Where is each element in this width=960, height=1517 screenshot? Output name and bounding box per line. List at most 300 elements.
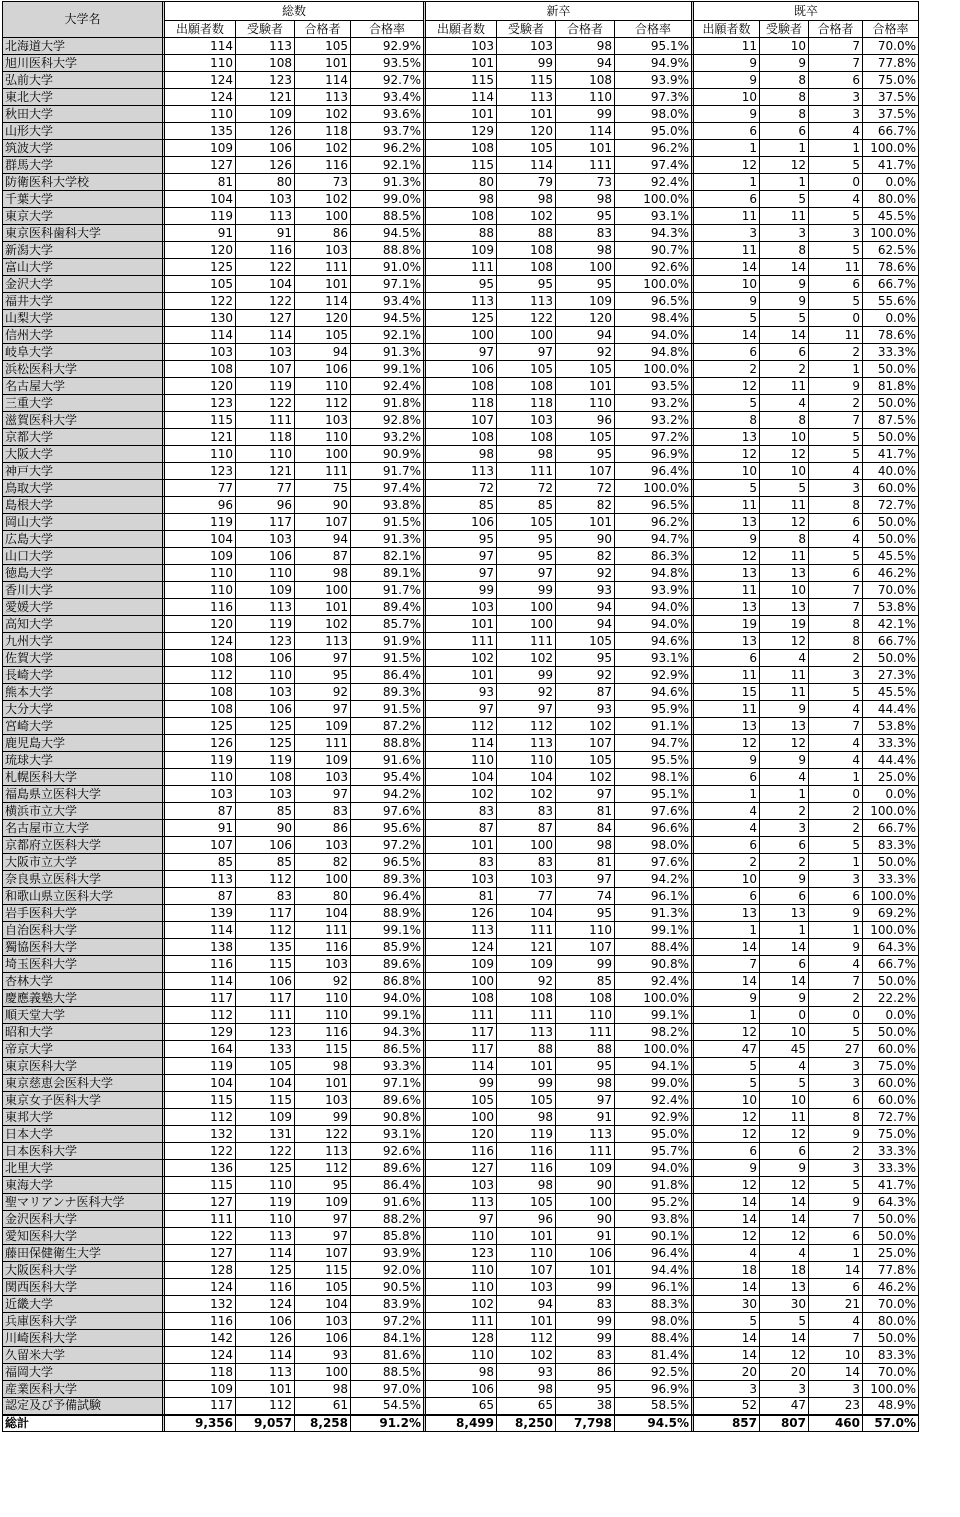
cell-pass-rate: 97.2% bbox=[351, 837, 424, 854]
cell-examinees: 12 bbox=[760, 1228, 809, 1245]
cell-examinees: 108 bbox=[236, 769, 295, 786]
cell-pass-rate: 96.9% bbox=[615, 1381, 692, 1398]
cell-passed: 107 bbox=[295, 514, 351, 531]
cell-pass-rate: 70.0% bbox=[863, 38, 919, 55]
cell-pass-rate: 94.3% bbox=[351, 1024, 424, 1041]
university-name: 山形大学 bbox=[3, 123, 163, 140]
cell-applicants: 108 bbox=[165, 684, 236, 701]
cell-passed: 83 bbox=[295, 803, 351, 820]
cell-applicants: 102 bbox=[426, 650, 497, 667]
table-row bbox=[3, 667, 919, 684]
table-row bbox=[3, 429, 919, 446]
cell-examinees: 122 bbox=[236, 395, 295, 412]
cell-examinees: 5 bbox=[760, 310, 809, 327]
cell-passed: 105 bbox=[556, 752, 615, 769]
cell-applicants: 14 bbox=[694, 1279, 760, 1296]
cell-examinees: 102 bbox=[497, 786, 556, 803]
cell-applicants: 118 bbox=[165, 1364, 236, 1381]
column-header-pass-rate: 合格率 bbox=[351, 21, 424, 38]
cell-pass-rate: 91.0% bbox=[351, 259, 424, 276]
cell-pass-rate: 55.6% bbox=[863, 293, 919, 310]
cell-applicants: 104 bbox=[165, 191, 236, 208]
cell-applicants: 99 bbox=[426, 582, 497, 599]
cell-examinees: 112 bbox=[497, 718, 556, 735]
cell-applicants: 107 bbox=[426, 412, 497, 429]
cell-pass-rate: 96.4% bbox=[615, 1245, 692, 1262]
cell-pass-rate: 86.5% bbox=[351, 1041, 424, 1058]
cell-pass-rate: 99.0% bbox=[351, 191, 424, 208]
cell-applicants: 109 bbox=[426, 956, 497, 973]
university-name: 名古屋市立大学 bbox=[3, 820, 163, 837]
column-header-pass-rate: 合格率 bbox=[615, 21, 692, 38]
cell-examinees: 98 bbox=[497, 1109, 556, 1126]
cell-examinees: 125 bbox=[236, 1160, 295, 1177]
cell-passed: 90 bbox=[556, 531, 615, 548]
cell-applicants: 9 bbox=[694, 55, 760, 72]
cell-applicants: 110 bbox=[165, 582, 236, 599]
cell-examinees: 106 bbox=[236, 837, 295, 854]
cell-passed: 4 bbox=[809, 463, 863, 480]
cell-examinees: 106 bbox=[236, 701, 295, 718]
cell-pass-rate: 91.5% bbox=[351, 514, 424, 531]
table-row bbox=[3, 1007, 919, 1024]
university-name: 岡山大学 bbox=[3, 514, 163, 531]
cell-examinees: 12 bbox=[760, 514, 809, 531]
cell-applicants: 108 bbox=[165, 650, 236, 667]
cell-pass-rate: 81.4% bbox=[615, 1347, 692, 1364]
cell-applicants: 80 bbox=[426, 174, 497, 191]
cell-examinees: 101 bbox=[497, 1058, 556, 1075]
table-row bbox=[3, 480, 919, 497]
cell-applicants: 110 bbox=[426, 752, 497, 769]
cell-applicants: 108 bbox=[426, 208, 497, 225]
cell-applicants: 115 bbox=[426, 72, 497, 89]
university-name-header: 大学名 bbox=[3, 2, 163, 38]
cell-examinees: 10 bbox=[760, 1092, 809, 1109]
cell-passed: 87 bbox=[556, 684, 615, 701]
cell-passed: 103 bbox=[295, 412, 351, 429]
cell-examinees: 113 bbox=[497, 1024, 556, 1041]
cell-examinees: 110 bbox=[236, 667, 295, 684]
cell-pass-rate: 89.6% bbox=[351, 956, 424, 973]
cell-applicants: 111 bbox=[426, 633, 497, 650]
cell-applicants: 13 bbox=[694, 633, 760, 650]
cell-passed: 92 bbox=[295, 684, 351, 701]
cell-pass-rate: 93.2% bbox=[615, 395, 692, 412]
cell-passed: 110 bbox=[556, 395, 615, 412]
cell-pass-rate: 97.6% bbox=[351, 803, 424, 820]
cell-examinees: 101 bbox=[497, 1228, 556, 1245]
university-name: 岐阜大学 bbox=[3, 344, 163, 361]
cell-pass-rate: 83.9% bbox=[351, 1296, 424, 1313]
cell-examinees: 103 bbox=[497, 871, 556, 888]
cell-pass-rate: 94.4% bbox=[615, 1262, 692, 1279]
cell-passed: 113 bbox=[295, 1143, 351, 1160]
cell-examinees: 114 bbox=[236, 327, 295, 344]
cell-examinees: 108 bbox=[497, 259, 556, 276]
cell-passed: 120 bbox=[295, 310, 351, 327]
university-name: 信州大学 bbox=[3, 327, 163, 344]
cell-passed: 85 bbox=[556, 973, 615, 990]
cell-pass-rate: 98.0% bbox=[615, 1313, 692, 1330]
cell-passed: 110 bbox=[295, 1007, 351, 1024]
cell-pass-rate: 100.0% bbox=[863, 922, 919, 939]
cell-passed: 98 bbox=[295, 1058, 351, 1075]
table-row bbox=[3, 1041, 919, 1058]
cell-passed: 94 bbox=[556, 616, 615, 633]
cell-passed: 105 bbox=[295, 38, 351, 55]
cell-passed: 94 bbox=[295, 531, 351, 548]
cell-pass-rate: 94.7% bbox=[615, 735, 692, 752]
table-row bbox=[3, 327, 919, 344]
cell-pass-rate: 93.1% bbox=[351, 1126, 424, 1143]
cell-applicants: 112 bbox=[165, 1007, 236, 1024]
cell-applicants: 9 bbox=[694, 293, 760, 310]
cell-applicants: 14 bbox=[694, 1330, 760, 1347]
cell-pass-rate: 60.0% bbox=[863, 1092, 919, 1109]
cell-passed: 6 bbox=[809, 1092, 863, 1109]
cell-examinees: 14 bbox=[760, 1194, 809, 1211]
cell-pass-rate: 90.9% bbox=[351, 446, 424, 463]
table-row bbox=[3, 854, 919, 871]
cell-examinees: 95 bbox=[497, 276, 556, 293]
cell-pass-rate: 88.8% bbox=[351, 735, 424, 752]
cell-pass-rate: 91.7% bbox=[351, 582, 424, 599]
cell-pass-rate: 94.0% bbox=[615, 599, 692, 616]
cell-applicants: 107 bbox=[165, 837, 236, 854]
column-header-examinees: 受験者 bbox=[497, 21, 556, 38]
cell-passed: 82 bbox=[556, 497, 615, 514]
cell-applicants: 10 bbox=[694, 871, 760, 888]
cell-examinees: 2 bbox=[760, 803, 809, 820]
cell-passed: 9 bbox=[809, 905, 863, 922]
cell-passed: 94 bbox=[556, 327, 615, 344]
cell-pass-rate: 86.4% bbox=[351, 667, 424, 684]
cell-pass-rate: 95.6% bbox=[351, 820, 424, 837]
cell-examinees: 111 bbox=[497, 633, 556, 650]
cell-passed: 2 bbox=[809, 1143, 863, 1160]
cell-passed: 84 bbox=[556, 820, 615, 837]
cell-pass-rate: 25.0% bbox=[863, 769, 919, 786]
cell-passed: 108 bbox=[556, 72, 615, 89]
cell-passed: 99 bbox=[556, 1330, 615, 1347]
cell-passed: 101 bbox=[556, 514, 615, 531]
cell-pass-rate: 97.1% bbox=[351, 1075, 424, 1092]
cell-applicants: 110 bbox=[426, 1262, 497, 1279]
cell-pass-rate: 85.8% bbox=[351, 1228, 424, 1245]
cell-pass-rate: 96.5% bbox=[351, 854, 424, 871]
cell-passed: 7 bbox=[809, 412, 863, 429]
cell-pass-rate: 50.0% bbox=[863, 1228, 919, 1245]
cell-examinees: 122 bbox=[236, 259, 295, 276]
table-row bbox=[3, 276, 919, 293]
cell-pass-rate: 96.1% bbox=[615, 888, 692, 905]
cell-examinees: 12 bbox=[760, 735, 809, 752]
cell-pass-rate: 37.5% bbox=[863, 89, 919, 106]
table-row bbox=[3, 1228, 919, 1245]
cell-applicants: 113 bbox=[426, 922, 497, 939]
cell-examinees: 110 bbox=[236, 446, 295, 463]
cell-pass-rate: 100.0% bbox=[615, 990, 692, 1007]
cell-passed: 5 bbox=[809, 446, 863, 463]
cell-applicants: 129 bbox=[165, 1024, 236, 1041]
cell-examinees: 98 bbox=[497, 1177, 556, 1194]
cell-passed: 103 bbox=[295, 242, 351, 259]
cell-applicants: 85 bbox=[165, 854, 236, 871]
cell-passed: 90 bbox=[295, 497, 351, 514]
cell-pass-rate: 88.3% bbox=[615, 1296, 692, 1313]
group-header-total: 総数 bbox=[165, 2, 424, 21]
cell-passed: 21 bbox=[809, 1296, 863, 1313]
cell-examinees: 113 bbox=[236, 1364, 295, 1381]
cell-passed: 5 bbox=[809, 548, 863, 565]
university-name: 聖マリアンナ医科大学 bbox=[3, 1194, 163, 1211]
table-row bbox=[3, 1109, 919, 1126]
cell-pass-rate: 94.5% bbox=[615, 1415, 692, 1432]
cell-examinees: 119 bbox=[236, 616, 295, 633]
cell-examinees: 103 bbox=[497, 1279, 556, 1296]
cell-examinees: 8 bbox=[760, 72, 809, 89]
cell-examinees: 12 bbox=[760, 1177, 809, 1194]
cell-passed: 95 bbox=[556, 1381, 615, 1398]
cell-pass-rate: 97.2% bbox=[351, 1313, 424, 1330]
cell-passed: 1 bbox=[809, 854, 863, 871]
cell-applicants: 115 bbox=[426, 157, 497, 174]
cell-pass-rate: 94.0% bbox=[615, 616, 692, 633]
cell-pass-rate: 80.0% bbox=[863, 1313, 919, 1330]
cell-passed: 8 bbox=[809, 616, 863, 633]
cell-passed: 1 bbox=[809, 922, 863, 939]
cell-pass-rate: 99.1% bbox=[351, 1007, 424, 1024]
cell-passed: 105 bbox=[295, 1279, 351, 1296]
cell-pass-rate: 91.3% bbox=[351, 531, 424, 548]
cell-applicants: 2 bbox=[694, 361, 760, 378]
cell-passed: 108 bbox=[556, 990, 615, 1007]
cell-pass-rate: 64.3% bbox=[863, 939, 919, 956]
cell-examinees: 8 bbox=[760, 531, 809, 548]
cell-passed: 8 bbox=[809, 633, 863, 650]
cell-passed: 98 bbox=[295, 565, 351, 582]
cell-pass-rate: 93.4% bbox=[351, 89, 424, 106]
university-name: 札幌医科大学 bbox=[3, 769, 163, 786]
table-row bbox=[3, 1245, 919, 1262]
cell-examinees: 6 bbox=[760, 1143, 809, 1160]
cell-passed: 4 bbox=[809, 701, 863, 718]
cell-examinees: 119 bbox=[236, 378, 295, 395]
university-name: 和歌山県立医科大学 bbox=[3, 888, 163, 905]
cell-examinees: 122 bbox=[236, 1143, 295, 1160]
column-header-examinees: 受験者 bbox=[760, 21, 809, 38]
university-name: 福岡大学 bbox=[3, 1364, 163, 1381]
cell-pass-rate: 33.3% bbox=[863, 1160, 919, 1177]
cell-passed: 107 bbox=[295, 1245, 351, 1262]
cell-passed: 98 bbox=[556, 191, 615, 208]
cell-passed: 104 bbox=[295, 1296, 351, 1313]
table-row bbox=[3, 735, 919, 752]
cell-passed: 23 bbox=[809, 1398, 863, 1415]
cell-examinees: 9 bbox=[760, 752, 809, 769]
table-row bbox=[3, 497, 919, 514]
cell-applicants: 108 bbox=[426, 140, 497, 157]
cell-applicants: 91 bbox=[165, 225, 236, 242]
cell-pass-rate: 92.5% bbox=[615, 1364, 692, 1381]
cell-applicants: 93 bbox=[426, 684, 497, 701]
university-name: 鳥取大学 bbox=[3, 480, 163, 497]
column-header-applicants: 出願者数 bbox=[165, 21, 236, 38]
cell-passed: 86 bbox=[295, 225, 351, 242]
university-name: 大阪医科大学 bbox=[3, 1262, 163, 1279]
cell-pass-rate: 91.3% bbox=[351, 174, 424, 191]
cell-passed: 99 bbox=[556, 1313, 615, 1330]
cell-examinees: 11 bbox=[760, 378, 809, 395]
cell-applicants: 13 bbox=[694, 429, 760, 446]
cell-applicants: 11 bbox=[694, 667, 760, 684]
cell-passed: 88 bbox=[556, 1041, 615, 1058]
table-row bbox=[3, 956, 919, 973]
table-row bbox=[3, 973, 919, 990]
cell-pass-rate: 84.1% bbox=[351, 1330, 424, 1347]
cell-applicants: 14 bbox=[694, 939, 760, 956]
cell-applicants: 124 bbox=[165, 1279, 236, 1296]
cell-passed: 73 bbox=[556, 174, 615, 191]
table-row bbox=[3, 1211, 919, 1228]
university-name: 徳島大学 bbox=[3, 565, 163, 582]
cell-passed: 2 bbox=[809, 650, 863, 667]
cell-applicants: 117 bbox=[165, 1398, 236, 1415]
cell-pass-rate: 0.0% bbox=[863, 310, 919, 327]
cell-examinees: 126 bbox=[236, 123, 295, 140]
cell-applicants: 112 bbox=[426, 718, 497, 735]
cell-passed: 118 bbox=[295, 123, 351, 140]
university-name: 金沢大学 bbox=[3, 276, 163, 293]
cell-passed: 4 bbox=[809, 956, 863, 973]
cell-applicants: 113 bbox=[426, 1194, 497, 1211]
cell-examinees: 14 bbox=[760, 259, 809, 276]
cell-applicants: 10 bbox=[694, 463, 760, 480]
cell-passed: 92 bbox=[295, 973, 351, 990]
cell-passed: 102 bbox=[295, 106, 351, 123]
cell-examinees: 119 bbox=[497, 1126, 556, 1143]
cell-passed: 0 bbox=[809, 1007, 863, 1024]
cell-applicants: 65 bbox=[426, 1398, 497, 1415]
cell-pass-rate: 58.5% bbox=[615, 1398, 692, 1415]
cell-examinees: 120 bbox=[497, 123, 556, 140]
cell-applicants: 1 bbox=[694, 786, 760, 803]
cell-passed: 103 bbox=[295, 769, 351, 786]
cell-examinees: 88 bbox=[497, 225, 556, 242]
cell-pass-rate: 77.8% bbox=[863, 1262, 919, 1279]
table-row bbox=[3, 208, 919, 225]
cell-pass-rate: 90.8% bbox=[351, 1109, 424, 1126]
cell-applicants: 11 bbox=[694, 38, 760, 55]
cell-applicants: 7 bbox=[694, 956, 760, 973]
cell-passed: 114 bbox=[295, 72, 351, 89]
cell-applicants: 14 bbox=[694, 1347, 760, 1364]
cell-pass-rate: 97.3% bbox=[615, 89, 692, 106]
cell-pass-rate: 66.7% bbox=[863, 820, 919, 837]
cell-passed: 102 bbox=[295, 616, 351, 633]
cell-examinees: 112 bbox=[236, 922, 295, 939]
cell-examinees: 8 bbox=[760, 412, 809, 429]
cell-pass-rate: 100.0% bbox=[615, 480, 692, 497]
cell-applicants: 101 bbox=[426, 667, 497, 684]
cell-pass-rate: 100.0% bbox=[863, 803, 919, 820]
cell-applicants: 109 bbox=[165, 140, 236, 157]
cell-applicants: 19 bbox=[694, 616, 760, 633]
cell-passed: 113 bbox=[556, 1126, 615, 1143]
cell-applicants: 1 bbox=[694, 1007, 760, 1024]
cell-passed: 97 bbox=[556, 786, 615, 803]
cell-passed: 4 bbox=[809, 735, 863, 752]
cell-examinees: 9 bbox=[760, 871, 809, 888]
cell-examinees: 106 bbox=[236, 1313, 295, 1330]
cell-passed: 122 bbox=[295, 1126, 351, 1143]
cell-passed: 3 bbox=[809, 89, 863, 106]
cell-pass-rate: 66.7% bbox=[863, 276, 919, 293]
cell-passed: 80 bbox=[295, 888, 351, 905]
cell-pass-rate: 78.6% bbox=[863, 327, 919, 344]
cell-pass-rate: 95.2% bbox=[615, 1194, 692, 1211]
table-row bbox=[3, 89, 919, 106]
cell-examinees: 101 bbox=[497, 1313, 556, 1330]
cell-pass-rate: 66.7% bbox=[863, 633, 919, 650]
cell-pass-rate: 60.0% bbox=[863, 480, 919, 497]
cell-examinees: 85 bbox=[236, 803, 295, 820]
cell-applicants: 106 bbox=[426, 514, 497, 531]
cell-applicants: 100 bbox=[426, 327, 497, 344]
cell-pass-rate: 50.0% bbox=[863, 531, 919, 548]
cell-pass-rate: 89.6% bbox=[351, 1160, 424, 1177]
cell-passed: 0 bbox=[809, 786, 863, 803]
cell-passed: 100 bbox=[295, 446, 351, 463]
cell-examinees: 111 bbox=[497, 1007, 556, 1024]
cell-examinees: 109 bbox=[236, 1109, 295, 1126]
table-row bbox=[3, 225, 919, 242]
university-name: 鹿児島大学 bbox=[3, 735, 163, 752]
cell-pass-rate: 92.6% bbox=[351, 1143, 424, 1160]
cell-applicants: 97 bbox=[426, 1211, 497, 1228]
cell-examinees: 106 bbox=[236, 140, 295, 157]
cell-examinees: 9,057 bbox=[236, 1415, 295, 1432]
table-row bbox=[3, 123, 919, 140]
cell-passed: 14 bbox=[809, 1262, 863, 1279]
university-name: 富山大学 bbox=[3, 259, 163, 276]
cell-applicants: 81 bbox=[426, 888, 497, 905]
group-header-past-graduates: 既卒 bbox=[694, 2, 919, 21]
cell-applicants: 97 bbox=[426, 344, 497, 361]
table-row bbox=[3, 361, 919, 378]
table-row bbox=[3, 650, 919, 667]
cell-passed: 73 bbox=[295, 174, 351, 191]
university-name: 佐賀大学 bbox=[3, 650, 163, 667]
cell-pass-rate: 91.3% bbox=[615, 905, 692, 922]
cell-examinees: 100 bbox=[497, 599, 556, 616]
cell-applicants: 10 bbox=[694, 89, 760, 106]
cell-applicants: 111 bbox=[165, 1211, 236, 1228]
cell-passed: 98 bbox=[295, 1381, 351, 1398]
cell-applicants: 3 bbox=[694, 1381, 760, 1398]
cell-pass-rate: 100.0% bbox=[615, 361, 692, 378]
university-name: 兵庫医科大学 bbox=[3, 1313, 163, 1330]
cell-examinees: 72 bbox=[497, 480, 556, 497]
cell-applicants: 12 bbox=[694, 735, 760, 752]
university-name: 島根大学 bbox=[3, 497, 163, 514]
cell-pass-rate: 33.3% bbox=[863, 344, 919, 361]
cell-applicants: 85 bbox=[426, 497, 497, 514]
cell-pass-rate: 96.1% bbox=[615, 1279, 692, 1296]
cell-passed: 99 bbox=[556, 106, 615, 123]
cell-examinees: 8 bbox=[760, 242, 809, 259]
